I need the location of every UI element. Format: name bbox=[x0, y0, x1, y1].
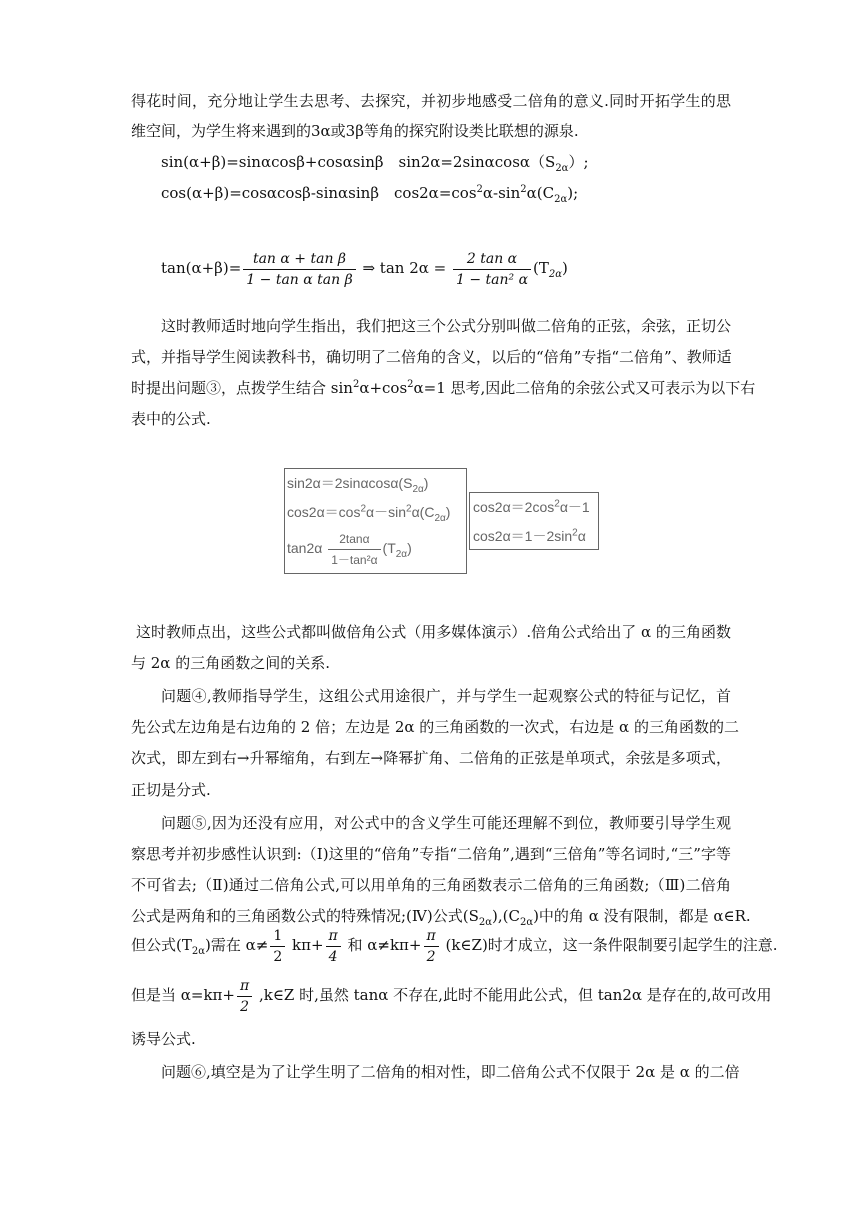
paragraph-line: 不可省去;（Ⅱ)通过二倍角公式,可以用单角的三角函数表示二倍角的三角函数;（Ⅲ)二倍角 bbox=[131, 876, 731, 894]
paragraph-line: 问题④,教师指导学生，这组公式用途很广，并与学生一起观察公式的特征与记忆，首 bbox=[161, 687, 731, 705]
paragraph-line: 正切是分式. bbox=[131, 781, 211, 799]
paragraph-line: 公式是两角和的三角函数公式的特殊情况;(Ⅳ)公式$(S_{2\alpha}),(C_{2\alpha})$中的角 α 没有限制，都是 α∈R. bbox=[131, 907, 751, 928]
box-tan-formula: tan2α $\frac{2\tan\alpha}{\text{1－tan²α}}$ $(T_{2\alpha})$ bbox=[287, 532, 412, 567]
paragraph-line: 表中的公式. bbox=[131, 410, 211, 428]
paragraph-line: 次式，即左到右→升幂缩角，右到左→降幂扩角、二倍角的正弦是单项式，余弦是多项式， bbox=[131, 749, 731, 767]
formula-tan: tan(α+β)= $\frac{\text{tan α + tan β}}{\text{1 − tan α tan β}}$ ⇒ tan 2α = $\frac{\text{2 tan α}}{\text{1 − tan² α}}$ $(T_{2\alpha})$ bbox=[161, 250, 568, 288]
paragraph-line: 这时教师适时地向学生指出，我们把这三个公式分别叫做二倍角的正弦，余弦，正切公 bbox=[161, 317, 732, 335]
paragraph-line: 时提出问题③，点拨学生结合 $\sin^2\alpha+\cos^2\alpha=1$ 思考,因此二倍角的余弦公式又可表示为以下右 bbox=[131, 379, 756, 397]
paragraph-line: 这时教师点出，这些公式都叫做倍角公式（用多媒体演示）.倍角公式给出了 α 的三角函数 bbox=[136, 623, 731, 641]
paragraph-line: 得花时间，充分地让学生去思考、去探究，并初步地感受二倍角的意义.同时开拓学生的思 bbox=[131, 92, 731, 110]
paragraph-line: 但是当 α=kπ+ $\frac{\pi}{2}$ ,k∈Z 时,虽然 tanα 不存在,此时不能用此公式，但 tan2α 是存在的,故可改用 bbox=[131, 977, 772, 1015]
tan-sum-fraction: $\frac{\text{tan α + tan β}}{\text{1 − tan α tan β}}$ bbox=[243, 251, 355, 288]
paragraph-line: 问题⑥,填空是为了让学生明了二倍角的相对性，即二倍角公式不仅限于 2α 是 α 的二倍 bbox=[161, 1063, 740, 1081]
box-cos-variant-2: $\cos 2\alpha=1-2\sin^2\alpha$ bbox=[473, 527, 586, 544]
box-cos-formula: $\cos 2\alpha=\cos^2\alpha-\sin^2\alpha(C_{2\alpha})$ bbox=[287, 503, 451, 524]
cos-variant-formula-box bbox=[469, 492, 599, 550]
box-cos-variant-1: $\cos 2\alpha=2\cos^2\alpha-1$ bbox=[473, 498, 590, 515]
paragraph-line: 察思考并初步感性认识到:（Ⅰ)这里的“倍角”专指“二倍角”,遇到“三倍角”等名词时,“三”字等 bbox=[131, 845, 731, 863]
paragraph-line: 但公式$(T_{2\alpha})$需在 α≠ $\frac{1}{2}$ kπ+ $\frac{\pi}{4}$ 和 α≠kπ+ $\frac{\pi}{2}$ (k∈Z)时才成立，这一条件限制要引起学生的注意. bbox=[131, 927, 778, 965]
paragraph-line: 诱导公式. bbox=[131, 1030, 196, 1048]
tan-double-fraction: $\frac{\text{2 tan α}}{\text{1 − tan² α}}$ bbox=[453, 251, 531, 288]
paragraph-line: 与 2α 的三角函数之间的关系. bbox=[131, 654, 330, 672]
paragraph-line: 问题⑤,因为还没有应用，对公式中的含义学生可能还理解不到位，教师要引导学生观 bbox=[161, 814, 731, 832]
box-sin-formula: $\sin 2\alpha=2\sin\alpha\cos\alpha(S_{2\alpha})$ bbox=[287, 475, 429, 495]
double-angle-formula-box bbox=[284, 468, 467, 574]
formula-cos: cos(α+β)=cosαcosβ-sinαsinβ $\cos 2\alpha=\cos^2\alpha-\sin^2\alpha(C_{2\alpha})$; bbox=[161, 184, 579, 205]
paragraph-line: 先公式左边角是右边角的 2 倍；左边是 2α 的三角函数的一次式，右边是 α 的三角函数的二 bbox=[131, 718, 739, 736]
paragraph-line: 维空间，为学生将来遇到的3α或3β等角的探究附设类比联想的源泉. bbox=[131, 122, 579, 140]
paragraph-line: 式，并指导学生阅读教科书，确切明了二倍角的含义，以后的“倍角”专指“二倍角”、教师适 bbox=[131, 348, 732, 366]
formula-sin: sin(α+β)=sinαcosβ+cosαsinβ $\sin 2\alpha=2\sin\alpha\cos\alpha(S_{2\alpha})$; bbox=[161, 153, 589, 174]
